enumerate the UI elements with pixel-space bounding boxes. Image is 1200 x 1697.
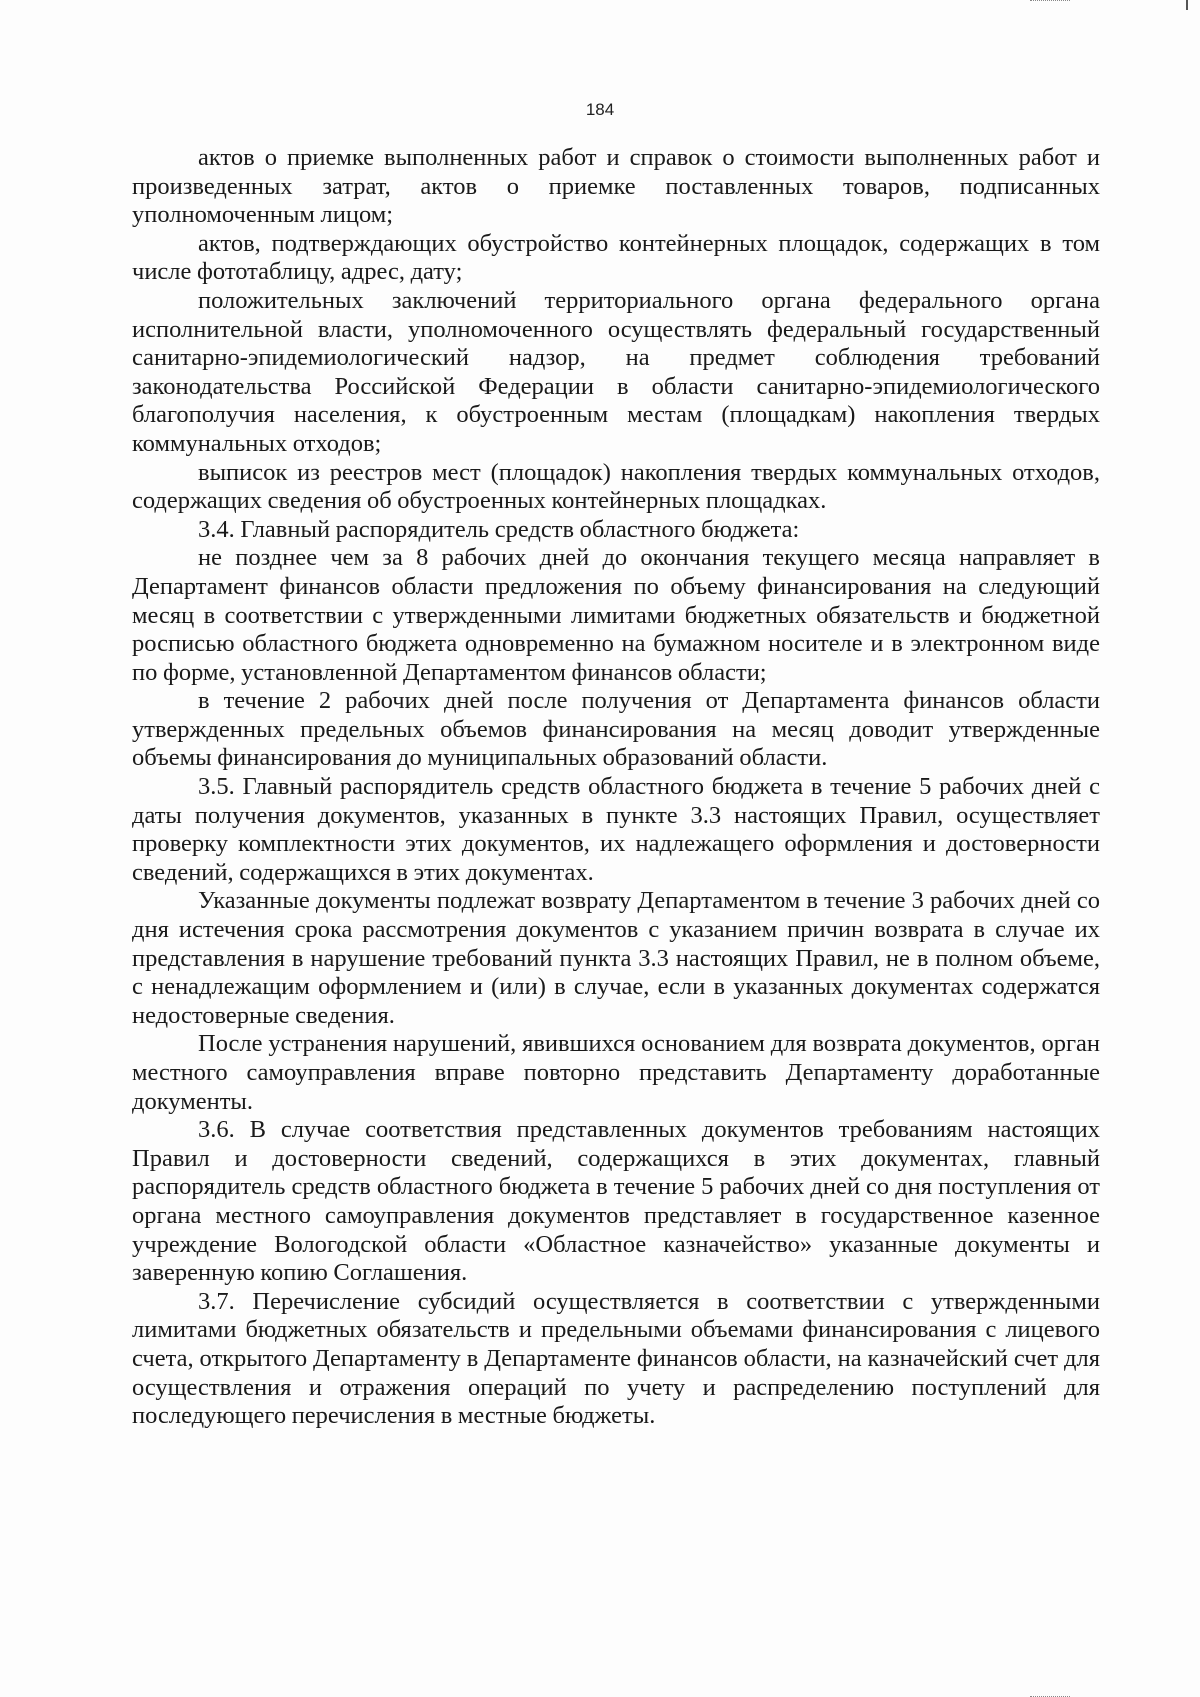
paragraph-3-7: 3.7. Перечисление субсидий осуществляется в соответствии с утвержденными лимитами бюджетных обязательств и предельными объемами финансирования с лицевого счета, открытого Департаменту в Департаменте финансов области, на казначейский счет для осуществления и отражения операций по учету и распределению поступлений для последующего перечисления в местные бюджеты. xyxy=(132,1287,1100,1430)
paragraph-3-4-limits: в течение 2 рабочих дней после получения от Департамента финансов области утвержденных предельных объемов финансирования на месяц доводит утвержденные объемы финансирования до муниципальных образований области. xyxy=(132,687,1100,772)
paragraph-3-6: 3.6. В случае соответствия представленных документов требованиям настоящих Правил и достоверности сведений, содержащихся в этих документах, главный распорядитель средств областного бюджета в течение 5 рабочих дней со дня поступления от органа местного самоуправления документов представляет в государственное казенное учреждение Вологодской области «Областное казначейство» указанные документы и заверенную копию Соглашения. xyxy=(132,1116,1100,1287)
scan-edge-mark xyxy=(1186,0,1188,10)
document-body xyxy=(132,144,1100,1431)
scan-edge-mark-top xyxy=(1030,0,1070,4)
scan-edge-mark-bottom xyxy=(1030,1693,1070,1697)
paragraph-3-4-proposals: не позднее чем за 8 рабочих дней до окончания текущего месяца направляет в Департамент финансов области предложения по объему финансирования на следующий месяц в соответствии с утвержденными лимитами бюджетных обязательств и бюджетной росписью областного бюджета одновременно на бумажном носителе и в электронном виде по форме, установленной Департаментом финансов области; xyxy=(132,544,1100,686)
paragraph-3-5-resubmit: После устранения нарушений, явившихся основанием для возврата документов, орган местного самоуправления вправе повторно представить Департаменту доработанные документы. xyxy=(132,1030,1100,1115)
paragraph-3-4: 3.4. Главный распорядитель средств областного бюджета: xyxy=(198,515,800,543)
paragraph-acts-containers: актов, подтверждающих обустройство контейнерных площадок, содержащих в том числе фототаблицу, адрес, дату; xyxy=(132,229,1100,286)
paragraph-3-5: 3.5. Главный распорядитель средств областного бюджета в течение 5 рабочих дней с даты получения документов, указанных в пункте 3.3 настоящих Правил, осуществляет проверку комплектности этих документов, их надлежащего оформления и достоверности сведений, содержащихся в этих документах. xyxy=(132,773,1100,886)
page-number: 184 xyxy=(585,100,615,119)
paragraph-registry-extracts: выписок из реестров мест (площадок) накопления твердых коммунальных отходов, содержащих сведения об обустроенных контейнерных площадках. xyxy=(132,458,1100,515)
paragraph-acts-acceptance: актов о приемке выполненных работ и справок о стоимости выполненных работ и произведенных затрат, актов о приемке поставленных товаров, подписанных уполномоченным лицом; xyxy=(132,144,1100,229)
paragraph-3-5-return: Указанные документы подлежат возврату Департаментом в течение 3 рабочих дней со дня истечения срока рассмотрения документов с указанием причин возврата в случае их представления в нарушение требований пункта 3.3 настоящих Правил, не в полном объеме, с ненадлежащим оформлением и (или) в случае, если в указанных документах содержатся недостоверные сведения. xyxy=(132,887,1100,1029)
paragraph-positive-conclusions: положительных заключений территориального органа федерального органа исполнительной власти, уполномоченного осуществлять федеральный государственный санитарно-эпидемиологический надзор, на предмет соблюдения требований законодательства Российской Федерации в области санитарно-эпидемиологического благополучия населения, к обустроенным местам (площадкам) накопления твердых коммунальных отходов; xyxy=(132,286,1100,457)
